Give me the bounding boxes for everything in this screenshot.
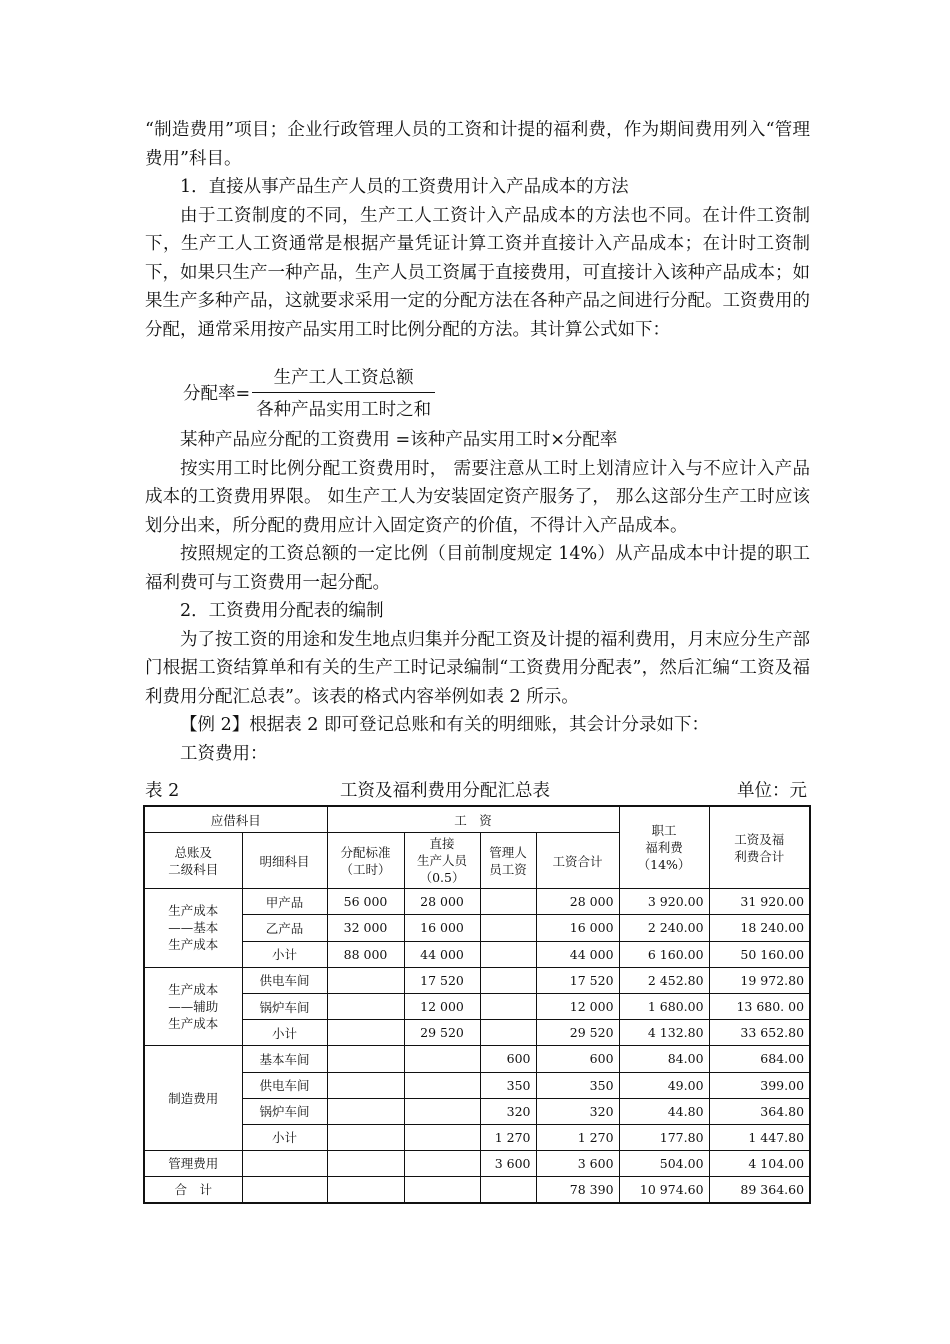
cell-mgmt: 3 600	[480, 1151, 536, 1177]
cell-mgmt	[480, 889, 536, 915]
table-row	[144, 915, 810, 941]
header-debit-account: 应借科目	[144, 806, 327, 833]
cell-wage-total: 1 270	[536, 1124, 619, 1150]
cell-direct: 28 000	[404, 889, 480, 915]
cell-total: 89 364.60	[709, 1177, 810, 1204]
cell-total: 31 920.00	[709, 889, 810, 915]
cell-basis	[327, 967, 404, 993]
cell-welfare: 2 452.80	[619, 967, 709, 993]
cell-detail	[242, 1177, 327, 1204]
table-label: 表 2	[145, 781, 180, 801]
cell-wage-total: 16 000	[536, 915, 619, 941]
cell-direct	[404, 1124, 480, 1150]
cell-direct: 44 000	[404, 941, 480, 967]
header-wages: 工 资	[327, 806, 619, 833]
table-title: 工资及福利费用分配汇总表	[340, 781, 550, 801]
formula-numerator: 生产工人工资总额	[273, 368, 414, 388]
cell-mgmt	[480, 993, 536, 1019]
cell-welfare: 2 240.00	[619, 915, 709, 941]
table-row	[144, 1098, 810, 1124]
cell-basis	[327, 1177, 404, 1204]
cell-welfare: 6 160.00	[619, 941, 709, 967]
group-name: 生产成本 ——基本 生产成本	[144, 889, 242, 968]
cell-detail: 小计	[242, 1020, 327, 1046]
cell-detail: 锅炉车间	[242, 1098, 327, 1124]
cell-basis	[327, 1124, 404, 1150]
cell-detail: 基本车间	[242, 1046, 327, 1072]
cell-welfare: 504.00	[619, 1151, 709, 1177]
cell-basis: 56 000	[327, 889, 404, 915]
table-row	[144, 1151, 810, 1177]
group-name: 合 计	[144, 1177, 242, 1204]
cell-direct: 17 520	[404, 967, 480, 993]
cell-mgmt: 600	[480, 1046, 536, 1072]
cell-detail: 小计	[242, 1124, 327, 1150]
table-row	[144, 1020, 810, 1046]
wage-welfare-summary-table	[143, 805, 811, 1204]
table-row	[144, 941, 810, 967]
formula-lhs: 分配率=	[183, 384, 251, 404]
cell-wage-total: 3 600	[536, 1151, 619, 1177]
cell-wage-total: 28 000	[536, 889, 619, 915]
table-row	[144, 889, 810, 915]
paragraph-5: 为了按工资的用途和发生地点归集并分配工资及计提的福利费用，月末应分生产部门根据工资结算单和有关的生产工时记录编制“工资费用分配表”，然后汇编“工资及福利费用分配汇总表”。该表的格式内容举例如表 2 所示。	[145, 629, 810, 707]
cell-basis: 32 000	[327, 915, 404, 941]
header-basis: 分配标准 （工时）	[327, 833, 404, 889]
cell-basis	[327, 1020, 404, 1046]
header-detail: 明细科目	[242, 833, 327, 889]
group-name: 生产成本 ——辅助 生产成本	[144, 967, 242, 1046]
cell-total: 33 652.80	[709, 1020, 810, 1046]
cell-total: 399.00	[709, 1072, 810, 1098]
cell-direct: 12 000	[404, 993, 480, 1019]
cell-detail	[242, 1151, 327, 1177]
cell-detail: 小计	[242, 941, 327, 967]
cell-total: 19 972.80	[709, 967, 810, 993]
paragraph-3: 按实用工时比例分配工资费用时， 需要注意从工时上划清应计入与不应计入产品成本的工资费用界限。 如生产工人为安装固定资产服务了， 那么这部分生产工时应该划分出来，所分配的费用应计入固定资产的价值，不得计入产品成本。	[145, 458, 810, 536]
cell-wage-total: 78 390	[536, 1177, 619, 1204]
table-row	[144, 1072, 810, 1098]
cell-direct	[404, 1072, 480, 1098]
cell-detail: 供电车间	[242, 967, 327, 993]
table-row	[144, 967, 810, 993]
cell-mgmt	[480, 915, 536, 941]
cell-mgmt	[480, 941, 536, 967]
header-direct: 直接 生产人员 （0.5）	[404, 833, 480, 889]
cell-welfare: 3 920.00	[619, 889, 709, 915]
formula-denominator: 各种产品实用工时之和	[252, 392, 435, 421]
body-text-bottom	[145, 426, 810, 768]
cell-direct	[404, 1098, 480, 1124]
cell-basis	[327, 1098, 404, 1124]
cell-mgmt	[480, 967, 536, 993]
table-row	[144, 1177, 810, 1204]
cell-mgmt	[480, 1177, 536, 1204]
cell-total: 50 160.00	[709, 941, 810, 967]
cell-basis	[327, 993, 404, 1019]
header-row-1	[144, 806, 810, 833]
cell-detail: 锅炉车间	[242, 993, 327, 1019]
cell-welfare: 4 132.80	[619, 1020, 709, 1046]
wage-expense-label: 工资费用：	[180, 743, 268, 764]
cell-wage-total: 350	[536, 1072, 619, 1098]
cell-welfare: 49.00	[619, 1072, 709, 1098]
paragraph-4: 按照规定的工资总额的一定比例（目前制度规定 14%）从产品成本中计提的职工福利费可与工资费用一起分配。	[145, 544, 810, 593]
cell-total: 18 240.00	[709, 915, 810, 941]
cell-detail: 乙产品	[242, 915, 327, 941]
cell-welfare: 10 974.60	[619, 1177, 709, 1204]
cell-direct: 16 000	[404, 915, 480, 941]
cell-total: 13 680. 00	[709, 993, 810, 1019]
body-text-top	[145, 116, 810, 344]
cell-welfare: 1 680.00	[619, 993, 709, 1019]
cell-wage-total: 17 520	[536, 967, 619, 993]
cell-total: 684.00	[709, 1046, 810, 1072]
section-heading-1: 1．直接从事产品生产人员的工资费用计入产品成本的方法	[180, 177, 629, 197]
group-name: 制造费用	[144, 1046, 242, 1151]
allocation-formula	[183, 364, 435, 421]
cell-basis: 88 000	[327, 941, 404, 967]
formula-line-2: 某种产品应分配的工资费用 =该种产品实用工时×分配率	[180, 430, 618, 450]
cell-welfare: 177.80	[619, 1124, 709, 1150]
cell-wage-total: 44 000	[536, 941, 619, 967]
table-row	[144, 1046, 810, 1072]
cell-welfare: 84.00	[619, 1046, 709, 1072]
cell-direct: 29 520	[404, 1020, 480, 1046]
cell-total: 1 447.80	[709, 1124, 810, 1150]
cell-mgmt: 320	[480, 1098, 536, 1124]
cell-basis	[327, 1151, 404, 1177]
header-gl-account: 总账及 二级科目	[144, 833, 242, 889]
cell-detail: 甲产品	[242, 889, 327, 915]
cell-direct	[404, 1177, 480, 1204]
paragraph-1: “制造费用”项目；企业行政管理人员的工资和计提的福利费，作为期间费用列入“管理费用”科目。	[145, 120, 810, 169]
cell-welfare: 44.80	[619, 1098, 709, 1124]
cell-total: 364.80	[709, 1098, 810, 1124]
header-mgmt: 管理人 员工资	[480, 833, 536, 889]
cell-total: 4 104.00	[709, 1151, 810, 1177]
cell-mgmt	[480, 1020, 536, 1046]
header-welfare: 职工 福利费 （14%）	[619, 806, 709, 889]
example-line: 【例 2】根据表 2 即可登记总账和有关的明细账，其会计分录如下：	[180, 715, 709, 735]
cell-mgmt: 350	[480, 1072, 536, 1098]
table-row	[144, 993, 810, 1019]
formula-fraction	[252, 364, 435, 421]
table-unit: 单位：元	[737, 781, 807, 801]
cell-basis	[327, 1072, 404, 1098]
cell-wage-total: 12 000	[536, 993, 619, 1019]
cell-direct	[404, 1151, 480, 1177]
cell-wage-total: 29 520	[536, 1020, 619, 1046]
section-heading-2: 2．工资费用分配表的编制	[180, 601, 384, 621]
cell-basis	[327, 1046, 404, 1072]
header-wage-total: 工资合计	[536, 833, 619, 889]
cell-wage-total: 320	[536, 1098, 619, 1124]
paragraph-2: 由于工资制度的不同，生产工人工资计入产品成本的方法也不同。在计件工资制下，生产工人工资通常是根据产量凭证计算工资并直接计入产品成本；在计时工资制下，如果只生产一种产品，生产人员工资属于直接费用，可直接计入该种产品成本；如果生产多种产品，这就要求采用一定的分配方法在各种产品之间进行分配。工资费用的分配，通常采用按产品实用工时比例分配的方法。其计算公式如下：	[145, 205, 810, 340]
table-body	[144, 806, 810, 1203]
cell-direct	[404, 1046, 480, 1072]
header-total: 工资及福 利费合计	[709, 806, 810, 889]
table-row	[144, 1124, 810, 1150]
cell-wage-total: 600	[536, 1046, 619, 1072]
cell-mgmt: 1 270	[480, 1124, 536, 1150]
group-name: 管理费用	[144, 1151, 242, 1177]
cell-detail: 供电车间	[242, 1072, 327, 1098]
